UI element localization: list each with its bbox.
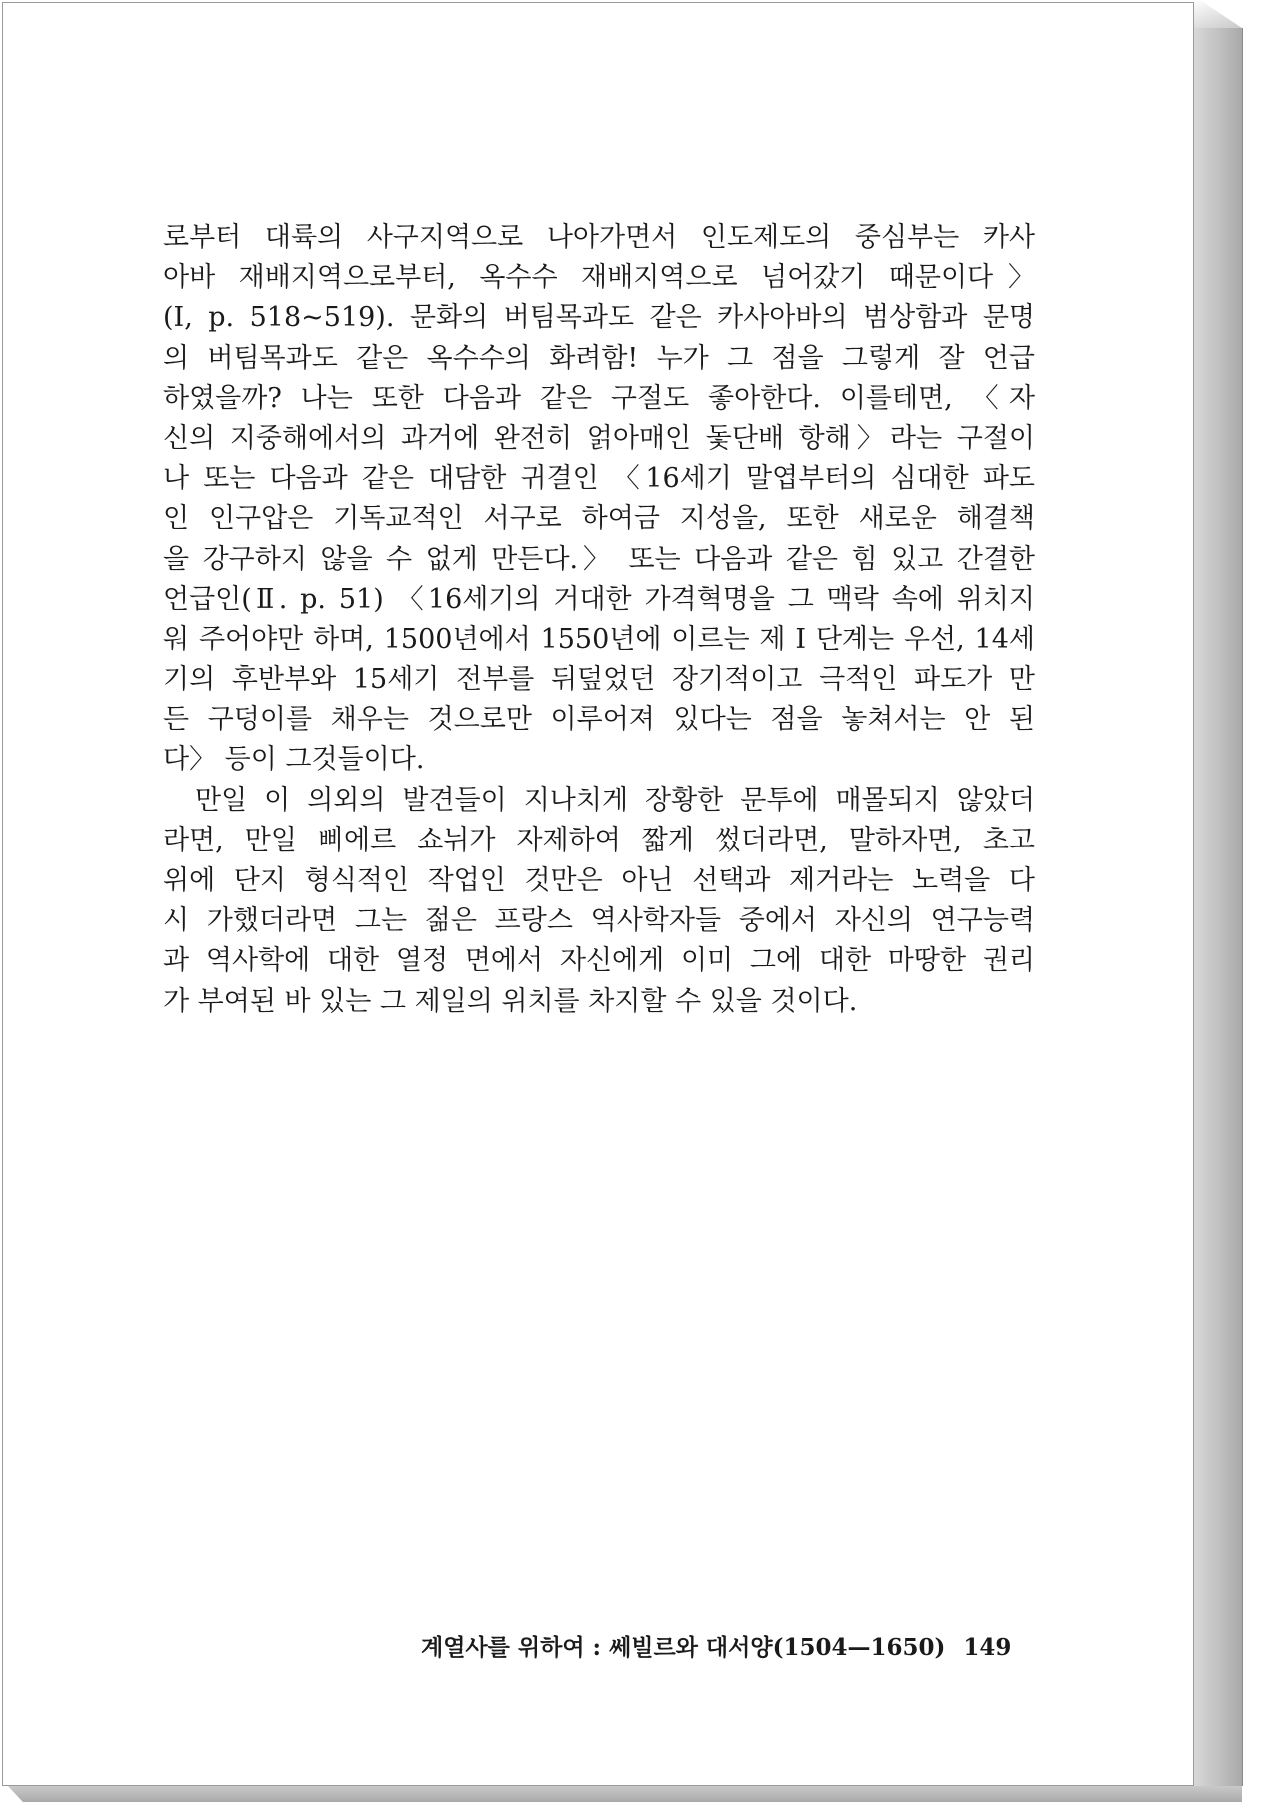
- text-line: 워 주어야만 하며, 1500년에서 1550년에 이르는 제 I 단계는 우선, 14세: [163, 623, 1035, 655]
- running-title: 계열사를 위하여 : 쎄빌르와 대서양(1504—1650): [421, 1634, 946, 1661]
- text-line: 시 가했더라면 그는 젊은 프랑스 역사학자들 중에서 자신의 연구능력: [163, 905, 1035, 937]
- text-line: 의 버팀목과도 같은 옥수수의 화려함! 누가 그 점을 그렇게 잘 언급: [163, 342, 1035, 374]
- paragraph-2: [163, 781, 1035, 1022]
- text-line: 언급인(Ⅱ. p. 51) 〈16세기의 거대한 가격혁명을 그 맥락 속에 위치지: [163, 583, 1035, 615]
- page-stack-top-edge: [1194, 0, 1242, 28]
- page-stack-right-edge: [1194, 28, 1243, 1786]
- text-line: 다〉 등이 그것들이다.: [163, 744, 425, 776]
- text-line: 을 강구하지 않을 수 없게 만든다.〉 또는 다음과 같은 힘 있고 간결한: [163, 543, 1035, 575]
- body-text: [163, 218, 1035, 1022]
- text-line: (I, p. 518~519). 문화의 버팀목과도 같은 카사아바의 범상함과 문명: [163, 302, 1035, 334]
- text-line: 가 부여된 바 있는 그 제일의 위치를 차지할 수 있을 것이다.: [163, 985, 858, 1017]
- text-line: 하였을까? 나는 또한 다음과 같은 구절도 좋아한다. 이를테면, 〈자: [163, 382, 1035, 414]
- text-line: 라면, 만일 삐에르 쇼뉘가 자제하여 짧게 썼더라면, 말하자면, 초고: [163, 824, 1035, 856]
- text-line: 나 또는 다음과 같은 대담한 귀결인 〈16세기 말엽부터의 심대한 파도: [163, 463, 1035, 495]
- book-page: [2, 2, 1194, 1786]
- text-line: 만일 이 의외의 발견들이 지나치게 장황한 문투에 매몰되지 않았더: [195, 784, 1035, 816]
- text-line: 인 인구압은 기독교적인 서구로 하여금 지성을, 또한 새로운 해결책: [163, 503, 1035, 535]
- text-line: 신의 지중해에서의 과거에 완전히 얽아매인 돛단배 항해〉라는 구절이: [163, 422, 1035, 454]
- page-number: 149: [963, 1634, 1012, 1661]
- text-line: 과 역사학에 대한 열정 면에서 자신에게 이미 그에 대한 마땅한 권리: [163, 945, 1035, 977]
- text-line: 기의 후반부와 15세기 전부를 뒤덮었던 장기적이고 극적인 파도가 만: [163, 664, 1035, 696]
- text-line: 든 구덩이를 채우는 것으로만 이루어져 있다는 점을 놓쳐서는 안 된: [163, 704, 1035, 736]
- paragraph-1: [163, 218, 1035, 781]
- page-stack-bottom-edge: [8, 1786, 1242, 1802]
- text-line: 로부터 대륙의 사구지역으로 나아가면서 인도제도의 중심부는 카사: [163, 222, 1035, 253]
- page-footer: [421, 1629, 1011, 1662]
- text-line: 위에 단지 형식적인 작업인 것만은 아닌 선택과 제거라는 노력을 다: [163, 865, 1035, 896]
- text-line: 아바 재배지역으로부터, 옥수수 재배지역으로 넘어갔기 때문이다〉: [163, 262, 1035, 294]
